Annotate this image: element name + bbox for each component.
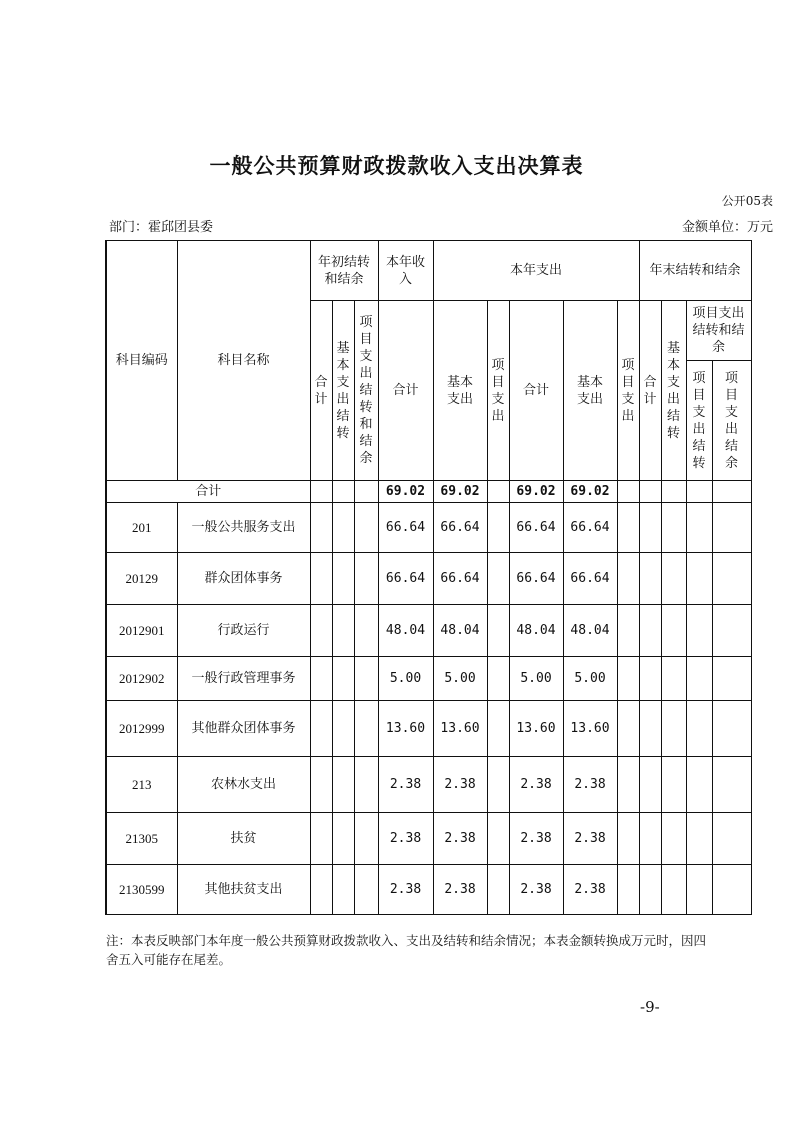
header-begin-project: 项目支出结转和结余 bbox=[359, 315, 373, 466]
header-income-project: 项目支出 bbox=[491, 357, 505, 424]
header-income-basic: 基本支出 bbox=[433, 301, 487, 481]
table-row bbox=[106, 553, 751, 605]
cell-income-basic: 66.64 bbox=[433, 503, 487, 553]
cell-empty bbox=[639, 757, 661, 813]
cell-empty bbox=[332, 701, 354, 757]
cell-empty bbox=[686, 503, 712, 553]
header-end-project: 项目支出结转和结余 bbox=[686, 301, 751, 361]
cell-empty bbox=[487, 553, 509, 605]
cell-name: 农林水支出 bbox=[177, 757, 310, 813]
cell-income-total: 2.38 bbox=[378, 865, 433, 915]
cell-empty bbox=[617, 757, 639, 813]
cell-income-basic: 66.64 bbox=[433, 553, 487, 605]
header-expense-total: 合计 bbox=[509, 301, 563, 481]
cell-expense-basic: 66.64 bbox=[563, 553, 617, 605]
cell-empty bbox=[661, 813, 686, 865]
cell-code: 2130599 bbox=[106, 865, 177, 915]
cell-empty bbox=[712, 503, 751, 553]
cell-empty bbox=[617, 865, 639, 915]
cell-empty bbox=[354, 605, 378, 657]
cell-income-basic: 13.60 bbox=[433, 701, 487, 757]
total-row bbox=[106, 481, 751, 503]
cell-code: 20129 bbox=[106, 553, 177, 605]
cell-empty bbox=[310, 701, 332, 757]
page-title: 一般公共预算财政拨款收入支出决算表 bbox=[209, 154, 584, 178]
cell-expense-total: 2.38 bbox=[509, 813, 563, 865]
cell-empty bbox=[354, 701, 378, 757]
cell-expense-total: 66.64 bbox=[509, 503, 563, 553]
cell-empty bbox=[332, 553, 354, 605]
header-end-basic: 基本支出结转 bbox=[667, 340, 681, 441]
cell-empty bbox=[617, 701, 639, 757]
cell-name: 一般公共服务支出 bbox=[177, 503, 310, 553]
cell-expense-basic: 66.64 bbox=[563, 503, 617, 553]
header-income-total: 合计 bbox=[378, 301, 433, 481]
cell-name: 行政运行 bbox=[177, 605, 310, 657]
cell-income-total: 13.60 bbox=[378, 701, 433, 757]
cell-empty bbox=[354, 813, 378, 865]
cell-income-basic: 5.00 bbox=[433, 657, 487, 701]
cell-expense-basic: 2.38 bbox=[563, 813, 617, 865]
header-subject-name: 科目名称 bbox=[177, 241, 310, 481]
cell-name: 扶贫 bbox=[177, 813, 310, 865]
cell-empty bbox=[332, 813, 354, 865]
header-end-project-carryover: 项目支出结转 bbox=[692, 370, 706, 471]
total-label: 合计 bbox=[106, 481, 310, 503]
cell-income-basic: 2.38 bbox=[433, 865, 487, 915]
cell-expense-basic: 2.38 bbox=[563, 757, 617, 813]
cell-empty bbox=[712, 605, 751, 657]
table-row bbox=[106, 657, 751, 701]
cell-code: 2012902 bbox=[106, 657, 177, 701]
cell-income-basic: 2.38 bbox=[433, 757, 487, 813]
table-row bbox=[106, 701, 751, 757]
cell-name: 群众团体事务 bbox=[177, 553, 310, 605]
cell-expense-total: 48.04 bbox=[509, 605, 563, 657]
table-row bbox=[106, 757, 751, 813]
cell-code: 2012999 bbox=[106, 701, 177, 757]
department-label: 部门：霍邱团县委 bbox=[109, 220, 214, 235]
cell-empty bbox=[639, 701, 661, 757]
cell-expense-basic: 48.04 bbox=[563, 605, 617, 657]
cell-name: 其他扶贫支出 bbox=[177, 865, 310, 915]
cell-empty bbox=[310, 605, 332, 657]
cell-empty bbox=[686, 757, 712, 813]
cell-empty bbox=[332, 757, 354, 813]
cell-empty bbox=[332, 605, 354, 657]
header-beginning-balance: 年初结转和结余 bbox=[310, 241, 378, 301]
cell-empty bbox=[617, 605, 639, 657]
cell-empty bbox=[310, 657, 332, 701]
cell-expense-basic: 2.38 bbox=[563, 865, 617, 915]
cell-empty bbox=[487, 503, 509, 553]
cell-empty bbox=[310, 757, 332, 813]
cell-empty bbox=[310, 503, 332, 553]
table-row bbox=[106, 503, 751, 553]
cell-empty bbox=[712, 813, 751, 865]
cell-empty bbox=[712, 865, 751, 915]
cell-expense-basic: 13.60 bbox=[563, 701, 617, 757]
cell-code: 2012901 bbox=[106, 605, 177, 657]
header-end-project-balance: 项目支出结余 bbox=[725, 370, 739, 471]
cell-code: 21305 bbox=[106, 813, 177, 865]
cell-empty bbox=[639, 605, 661, 657]
cell-empty bbox=[639, 503, 661, 553]
cell-empty bbox=[661, 757, 686, 813]
cell-income-basic: 48.04 bbox=[433, 605, 487, 657]
table-row bbox=[106, 605, 751, 657]
cell-empty bbox=[686, 553, 712, 605]
cell-expense-total: 2.38 bbox=[509, 757, 563, 813]
cell-empty bbox=[712, 553, 751, 605]
cell-empty bbox=[487, 813, 509, 865]
cell-empty bbox=[310, 553, 332, 605]
cell-empty bbox=[617, 503, 639, 553]
cell-income-total: 2.38 bbox=[378, 757, 433, 813]
cell-empty bbox=[487, 605, 509, 657]
cell-empty bbox=[487, 701, 509, 757]
cell-empty bbox=[639, 657, 661, 701]
header-subject-code: 科目编码 bbox=[106, 241, 177, 481]
table-row bbox=[106, 813, 751, 865]
total-expense-total: 69.02 bbox=[509, 481, 563, 503]
header-expense-project: 项目支出 bbox=[621, 357, 635, 424]
header-ending-balance: 年末结转和结余 bbox=[639, 241, 751, 301]
cell-empty bbox=[487, 757, 509, 813]
cell-empty bbox=[686, 701, 712, 757]
header-end-total: 合计 bbox=[643, 374, 657, 407]
cell-empty bbox=[686, 605, 712, 657]
form-code: 公开05表 bbox=[721, 194, 773, 208]
header-expense-basic: 基本支出 bbox=[563, 301, 617, 481]
cell-empty bbox=[617, 813, 639, 865]
cell-empty bbox=[661, 503, 686, 553]
cell-code: 213 bbox=[106, 757, 177, 813]
cell-name: 一般行政管理事务 bbox=[177, 657, 310, 701]
cell-name: 其他群众团体事务 bbox=[177, 701, 310, 757]
cell-income-total: 2.38 bbox=[378, 813, 433, 865]
cell-empty bbox=[661, 865, 686, 915]
page-number: -9- bbox=[640, 998, 660, 1016]
cell-expense-total: 5.00 bbox=[509, 657, 563, 701]
table-row bbox=[106, 865, 751, 915]
cell-empty bbox=[712, 657, 751, 701]
cell-empty bbox=[639, 813, 661, 865]
cell-income-total: 66.64 bbox=[378, 503, 433, 553]
cell-empty bbox=[354, 657, 378, 701]
cell-empty bbox=[661, 657, 686, 701]
cell-empty bbox=[332, 865, 354, 915]
cell-income-total: 66.64 bbox=[378, 553, 433, 605]
cell-code: 201 bbox=[106, 503, 177, 553]
cell-empty bbox=[639, 553, 661, 605]
cell-income-total: 48.04 bbox=[378, 605, 433, 657]
cell-expense-total: 2.38 bbox=[509, 865, 563, 915]
cell-empty bbox=[661, 605, 686, 657]
cell-expense-total: 66.64 bbox=[509, 553, 563, 605]
cell-empty bbox=[487, 865, 509, 915]
cell-empty bbox=[332, 657, 354, 701]
cell-empty bbox=[354, 553, 378, 605]
cell-empty bbox=[354, 503, 378, 553]
cell-empty bbox=[617, 657, 639, 701]
cell-empty bbox=[617, 553, 639, 605]
cell-income-total: 5.00 bbox=[378, 657, 433, 701]
cell-empty bbox=[310, 813, 332, 865]
total-income-basic: 69.02 bbox=[433, 481, 487, 503]
budget-table bbox=[105, 240, 752, 915]
cell-empty bbox=[487, 657, 509, 701]
cell-expense-total: 13.60 bbox=[509, 701, 563, 757]
header-begin-basic: 基本支出结转 bbox=[336, 340, 350, 441]
cell-income-basic: 2.38 bbox=[433, 813, 487, 865]
header-current-expense: 本年支出 bbox=[433, 241, 639, 301]
cell-empty bbox=[686, 657, 712, 701]
cell-empty bbox=[310, 865, 332, 915]
cell-empty bbox=[661, 553, 686, 605]
cell-empty bbox=[661, 701, 686, 757]
cell-expense-basic: 5.00 bbox=[563, 657, 617, 701]
cell-empty bbox=[354, 865, 378, 915]
cell-empty bbox=[686, 813, 712, 865]
cell-empty bbox=[354, 757, 378, 813]
cell-empty bbox=[686, 865, 712, 915]
total-expense-basic: 69.02 bbox=[563, 481, 617, 503]
table-note: 注：本表反映部门本年度一般公共预算财政拨款收入、支出及结转和结余情况；本表金额转换成万元时，因四舍五入可能存在尾差。 bbox=[106, 933, 707, 967]
cell-empty bbox=[332, 503, 354, 553]
unit-label: 金额单位：万元 bbox=[681, 220, 773, 235]
cell-empty bbox=[712, 757, 751, 813]
cell-empty bbox=[712, 701, 751, 757]
total-income-total: 69.02 bbox=[378, 481, 433, 503]
header-begin-total: 合计 bbox=[314, 374, 328, 407]
header-current-income: 本年收入 bbox=[378, 241, 433, 301]
cell-empty bbox=[639, 865, 661, 915]
